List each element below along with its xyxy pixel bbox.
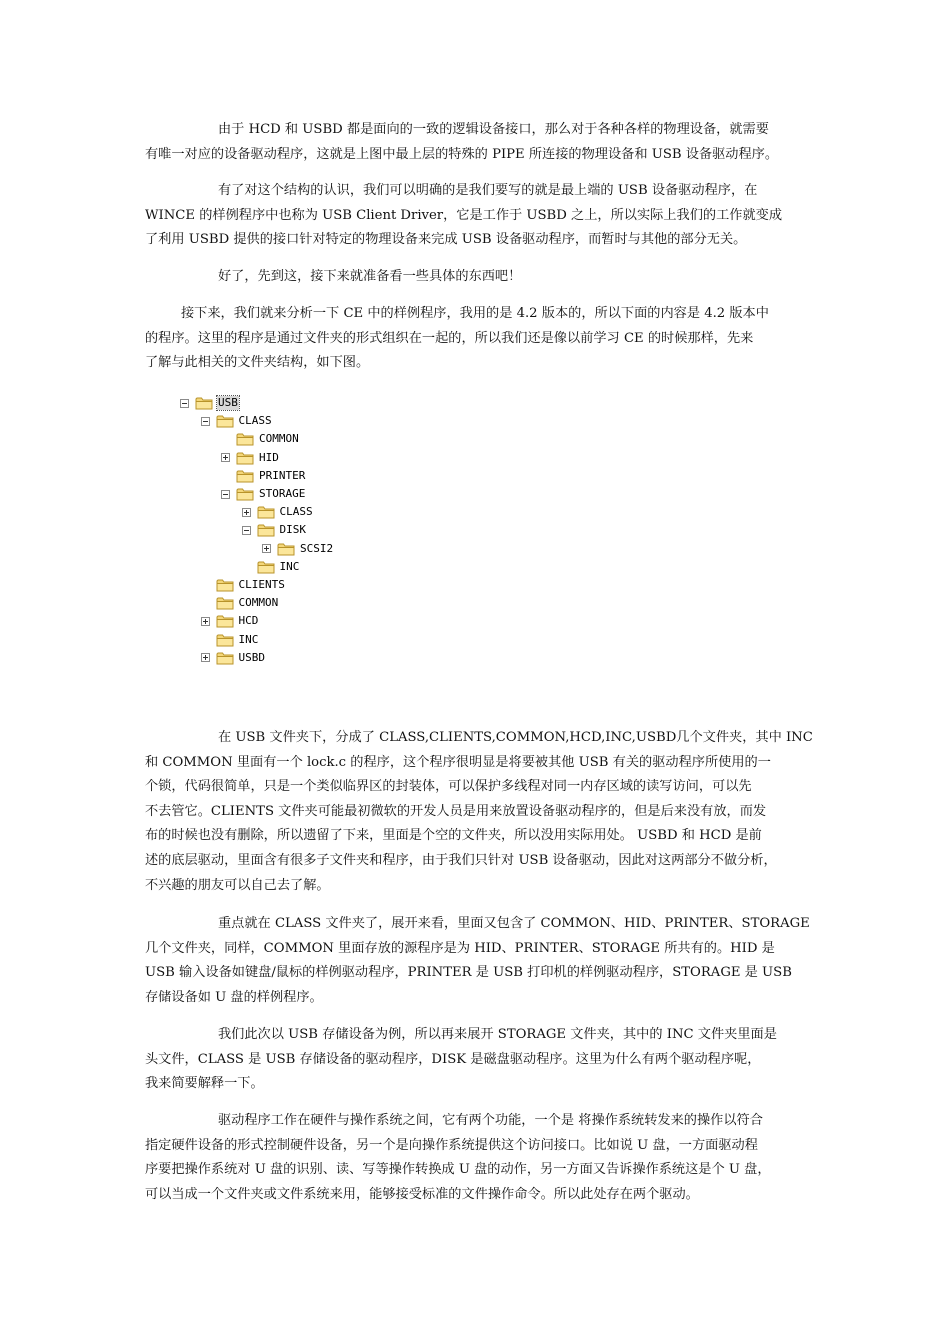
text-line: 我们此次以 USB 存储设备为例，所以再来展开 STORAGE 文件夹，其中的 INC 文件夹里面是 <box>218 1027 777 1042</box>
tree-node-label[interactable]: COMMON <box>238 596 279 610</box>
tree-node[interactable] <box>201 649 267 667</box>
folder-icon <box>257 523 275 537</box>
text-line: 和 COMMON 里面有一个 lock.c 的程序，这个程序很明显是将要被其他 USB 有关的驱动程序所使用的一 <box>145 754 771 770</box>
folder-icon <box>216 414 234 428</box>
collapse-icon[interactable] <box>201 417 210 426</box>
tree-node[interactable] <box>242 503 314 521</box>
folder-tree <box>180 394 400 674</box>
spacer <box>201 581 210 590</box>
text-line: 了利用 USBD 提供的接口针对特定的物理设备来完成 USB 设备驱动程序，而暂时与其他的部分无关。 <box>145 232 747 248</box>
folder-icon <box>257 560 275 574</box>
folder-icon-wrap <box>277 542 299 556</box>
tree-node-label[interactable]: USB <box>218 396 238 409</box>
tree-node[interactable] <box>201 612 260 630</box>
paragraph-driver-explanation <box>145 1109 807 1207</box>
tree-node[interactable] <box>221 430 300 448</box>
tree-node-label[interactable]: STORAGE <box>259 487 306 500</box>
tree-node-label[interactable]: PRINTER <box>259 468 306 482</box>
text-line: 的程序。这里的程序是通过文件夹的形式组织在一起的，所以我们还是像以前学习 CE 的时候那样，先来 <box>145 330 754 346</box>
text-line: 不兴趣的朋友可以自己去了解。 <box>145 877 330 893</box>
expand-icon[interactable] <box>201 617 210 626</box>
text-line: 指定硬件设备的形式控制硬件设备，另一个是向操作系统提供这个访问接口。比如说 U 盘，一方面驱动程 <box>145 1137 758 1153</box>
tree-node-label[interactable]: CLASS <box>279 505 313 519</box>
folder-icon <box>236 432 254 446</box>
tree-node-label[interactable]: CLIENTS <box>238 578 285 591</box>
text-line: 序要把操作系统对 U 盘的识别、读、写等操作转换成 U 盘的动作，另一方面又告诉操作系统这是个 U 盘， <box>145 1162 771 1178</box>
folder-icon-wrap <box>236 487 258 501</box>
text-line: 我来简要解释一下。 <box>145 1076 264 1092</box>
text-line: 了解与此相关的文件夹结构，如下图。 <box>145 355 370 371</box>
tree-node[interactable] <box>201 631 260 649</box>
folder-icon-wrap <box>216 596 238 610</box>
tree-node-label[interactable]: INC <box>279 559 300 573</box>
collapse-icon[interactable] <box>242 526 251 535</box>
tree-node[interactable] <box>201 594 280 612</box>
collapse-icon[interactable] <box>180 399 189 408</box>
folder-icon <box>277 542 295 556</box>
paragraph-class-folder <box>145 912 810 1010</box>
spacer <box>221 471 230 480</box>
folder-icon-wrap <box>216 578 238 592</box>
paragraph-sample-program <box>145 302 807 376</box>
text-line: 有了对这个结构的认识，我们可以明确的是我们要写的就是最上端的 USB 设备驱动程序，在 <box>218 183 758 198</box>
tree-node-label[interactable]: CLASS <box>238 414 272 428</box>
tree-node-label[interactable]: COMMON <box>259 432 299 446</box>
folder-icon <box>236 487 254 501</box>
expand-icon[interactable] <box>242 508 251 517</box>
paragraph-storage-folder <box>145 1023 807 1097</box>
text-line: 驱动程序工作在硬件与操作系统之间，它有两个功能，一个是 将操作系统转发来的操作以符合 <box>218 1113 763 1128</box>
spacer <box>201 635 210 644</box>
tree-node[interactable] <box>180 394 239 412</box>
folder-icon-wrap <box>195 396 217 410</box>
tree-node-label[interactable]: SCSI2 <box>300 541 334 555</box>
folder-icon-wrap <box>257 523 279 537</box>
text-line: 头文件，CLASS 是 USB 存储设备的驱动程序，DISK 是磁盘驱动程序。这里为什么有两个驱动程序呢， <box>145 1051 761 1067</box>
folder-icon-wrap <box>216 614 238 628</box>
folder-icon-wrap <box>236 469 258 483</box>
paragraph-hcd-usbd <box>145 118 807 167</box>
spacer <box>201 599 210 608</box>
folder-icon-wrap <box>257 505 279 519</box>
paragraph-structure <box>145 179 807 253</box>
folder-icon <box>216 578 234 592</box>
tree-node-label[interactable]: USBD <box>238 650 265 664</box>
folder-icon <box>236 451 254 465</box>
tree-node[interactable] <box>201 576 286 594</box>
folder-icon-wrap <box>236 451 258 465</box>
text-line: 个锁，代码很简单，只是一个类似临界区的封装体，可以保护多线程对同一内存区域的读写访问，可以先 <box>145 779 752 795</box>
folder-icon <box>216 633 234 647</box>
text-line: 重点就在 CLASS 文件夹了，展开来看，里面又包含了 COMMON、HID、PRINTER、STORAGE <box>218 916 810 931</box>
tree-node[interactable] <box>242 521 308 539</box>
text-line: 可以当成一个文件夹或文件系统来用，能够接受标准的文件操作命令。所以此处存在两个驱动。 <box>145 1186 699 1202</box>
tree-node-label[interactable]: HID <box>259 450 279 464</box>
text-line: 好了，先到这，接下来就准备看一些具体的东西吧！ <box>218 269 522 284</box>
folder-icon-wrap <box>236 432 258 446</box>
tree-node[interactable] <box>242 558 301 576</box>
text-line: 几个文件夹，同样，COMMON 里面存放的源程序是为 HID、PRINTER、STORAGE 所共有的。HID 是 <box>145 940 775 956</box>
folder-icon <box>216 614 234 628</box>
tree-node[interactable] <box>201 412 273 430</box>
text-line: 述的底层驱动，里面含有很多子文件夹和程序，由于我们只针对 USB 设备驱动，因此对这两部分不做分析， <box>145 852 777 868</box>
tree-node-label[interactable]: HCD <box>238 614 259 628</box>
folder-icon <box>236 469 254 483</box>
text-line: USB 输入设备如键盘/鼠标的样例驱动程序，PRINTER 是 USB 打印机的样例驱动程序，STORAGE 是 USB <box>145 965 792 981</box>
expand-icon[interactable] <box>262 544 271 553</box>
spacer <box>221 435 230 444</box>
folder-icon <box>257 505 275 519</box>
text-line: 由于 HCD 和 USBD 都是面向的一致的逻辑设备接口，那么对于各种各样的物理设备，就需要 <box>218 122 769 137</box>
collapse-icon[interactable] <box>221 490 230 499</box>
text-line: 布的时候也没有删除，所以遗留了下来，里面是个空的文件夹，所以没用实际用处。 USBD 和 HCD 是前 <box>145 828 762 844</box>
tree-node[interactable] <box>221 485 306 503</box>
text-line: 接下来，我们就来分析一下 CE 中的样例程序，我用的是 4.2 版本的，所以下面的内容是 4.2 版本中 <box>181 306 769 321</box>
text-line: 存储设备如 U 盘的样例程序。 <box>145 989 323 1005</box>
folder-icon-wrap <box>257 560 279 574</box>
folder-icon-wrap <box>216 414 238 428</box>
folder-icon <box>195 396 213 410</box>
paragraph-transition <box>145 265 807 290</box>
folder-icon-wrap <box>216 633 238 647</box>
folder-icon <box>216 651 234 665</box>
tree-node-label[interactable]: DISK <box>279 523 306 537</box>
folder-icon <box>216 596 234 610</box>
tree-node[interactable] <box>221 467 306 485</box>
text-line: 有唯一对应的设备驱动程序，这就是上图中最上层的特殊的 PIPE 所连接的物理设备和 USB 设备驱动程序。 <box>145 146 779 162</box>
tree-node-label[interactable]: INC <box>238 632 259 646</box>
paragraph-usb-folders <box>145 726 813 898</box>
text-line: 在 USB 文件夹下，分成了 CLASS,CLIENTS,COMMON,HCD,INC,USBD几个文件夹，其中 INC <box>218 730 813 745</box>
text-line: WINCE 的样例程序中也称为 USB Client Driver，它是工作于 USBD 之上，所以实际上我们的工作就变成 <box>145 207 783 223</box>
expand-icon[interactable] <box>201 653 210 662</box>
tree-node[interactable] <box>262 540 334 558</box>
spacer <box>242 562 251 571</box>
tree-node[interactable] <box>221 449 280 467</box>
text-line: 不去管它。CLIENTS 文件夹可能最初微软的开发人员是用来放置设备驱动程序的，但是后来没有放，而发 <box>145 803 767 819</box>
folder-icon-wrap <box>216 651 238 665</box>
expand-icon[interactable] <box>221 453 230 462</box>
